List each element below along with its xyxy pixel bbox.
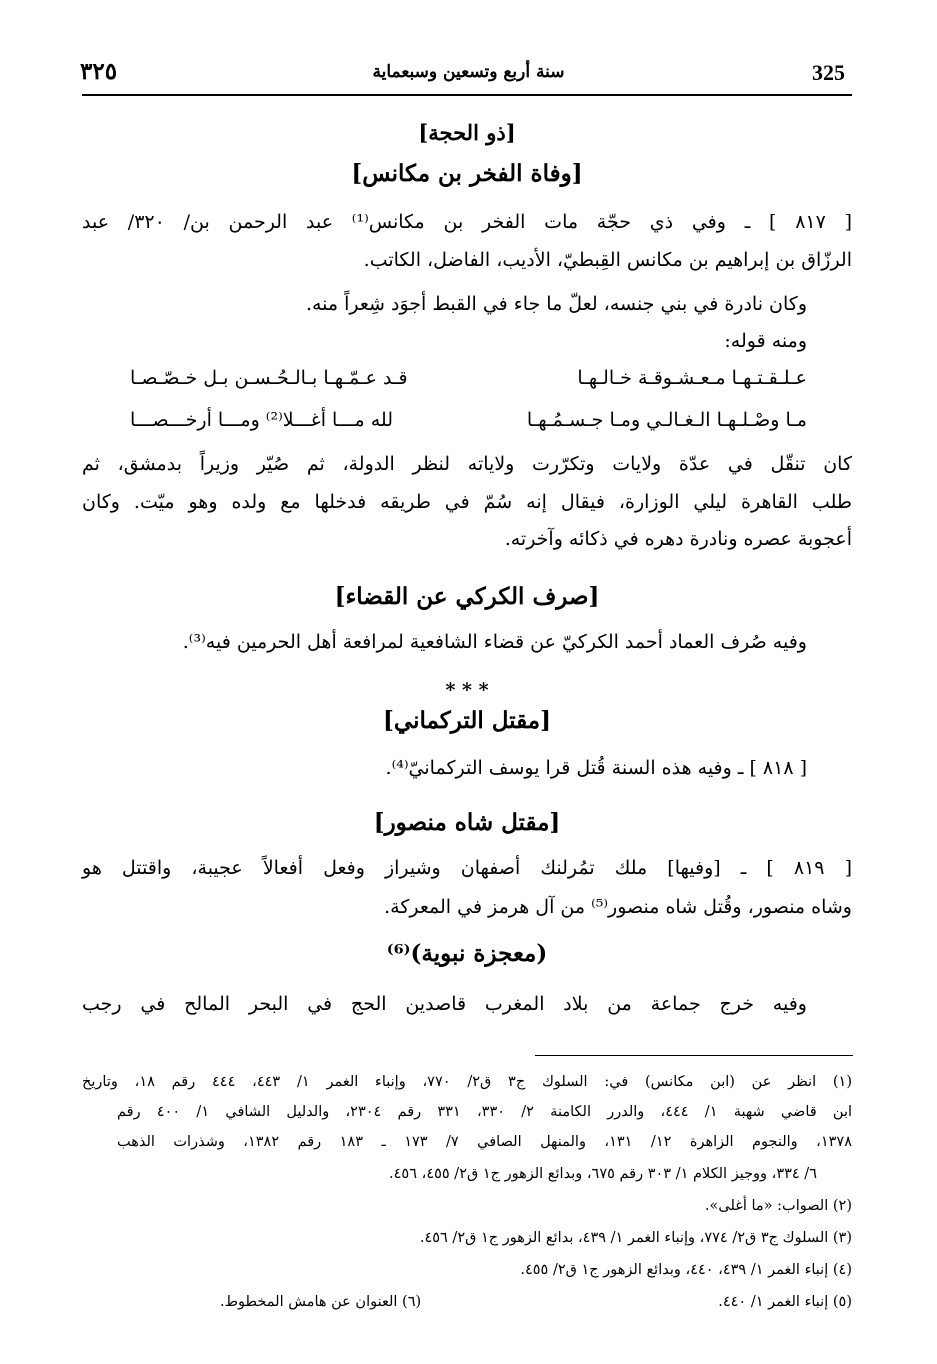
page-number: 325 (812, 60, 845, 85)
section-heading-turkmani: [مقتل التركماني] (383, 707, 551, 734)
entry-818: [ ٨١٨ ] ـ وفيه هذه السنة قُتل قرا يوسف التركمانيّ⁽⁴⁾. (385, 757, 807, 779)
footnote-rule (535, 1055, 853, 1056)
footnote-5: (٥) إنباء الغمر ١/ ٤٤٠. (718, 1294, 852, 1310)
paragraph-maghreb: وفيه خرج جماعة من بلاد المغرب قاصدين الحج في البحر المالح في رجب (82, 993, 807, 1015)
footnote-3: (٣) السلوك ج٣ ق٢/ ٧٧٤، وإنباء الغمر ١/ ٤٣٩، بدائع الزهور ج١ ق٢/ ٤٥٦. (419, 1230, 852, 1246)
footnote-4: (٤) إنباء الغمر ١/ ٤٣٩، ٤٤٠، وبدائع الزهور ج١ ق٢/ ٤٥٥. (520, 1262, 852, 1278)
paragraph-career-line1: كان تنقّل في عدّة ولايات وتكرّرت ولاياته لنظر الدولة، ثم صُيّر وزيراً بدمشق، ثم (82, 453, 852, 475)
entry-819-line2: وشاه منصور، وقُتل شاه منصور⁽⁵⁾ من آل هرمز في المعركة. (384, 896, 852, 918)
footnote-6: (٦) العنوان عن هامش المخطوط. (220, 1294, 422, 1310)
footnote-1-line2: ابن قاضي شهبة ١/ ٤٤٤، والدرر الكامنة ٢/ ٣٣٠، ٣٣١ رقم ٢٣٠٤، والدليل الشافي ١/ ٤٠٠ رقم (117, 1104, 853, 1120)
verse-1-first-hemistich: عـلـقـتـهـا مـعـشـوقـة خـالـهـا (577, 367, 807, 389)
footnote-2: (٢) الصواب: «ما أغلى». (704, 1198, 852, 1214)
footnote-1-line4: ٦/ ٣٣٤، ووجيز الكلام ١/ ٣٠٣ رقم ٦٧٥، وبدائع الزهور ج١ ق٢/ ٤٥٥، ٤٥٦. (389, 1166, 817, 1182)
header-rule (82, 94, 852, 96)
month-heading: [ذو الحجة] (418, 120, 516, 145)
verse-2-first-hemistich: مـا وصْـلـهـا الـغـالـي ومـا جـسـمُـهـا (526, 409, 807, 431)
paragraph-career-line2: طلب القاهرة ليلي الوزارة، فيقال إنه سُمّ في طريقه فدخلها مع ولده وهو ميّت. وكان (82, 491, 852, 513)
page-number-arabic: ٣٢٥ (80, 58, 118, 85)
verse-1-second-hemistich: قـد عـمّـهـا بـالـحُـسـن بـل خـصّـصـا (130, 367, 408, 389)
paragraph-rarity: وكان نادرة في بني جنسه، لعلّ ما جاء في القبط أجوَد شِعراً منه. (305, 293, 807, 315)
entry-817-line2: الرزّاق بن إبراهيم بن مكانس القِبطيّ، الأديب، الفاضل، الكاتب. (363, 249, 852, 271)
entry-819-line1: [ ٨١٩ ] ـ [وفيها] ملك تمُرلنك أصفهان وشيراز وفعل أفعالاً عجيبة، واقتتل هو (82, 857, 853, 879)
paragraph-career-line3: أعجوبة عصره ونادرة دهره في ذكائه وآخرته. (504, 528, 852, 550)
section-divider-stars: * * * (445, 679, 489, 701)
paragraph-verse-intro: ومنه قوله: (724, 330, 807, 352)
running-title: سنة أربع وتسعين وسبعماية (372, 62, 565, 82)
section-heading-miracle: (معجزة نبوية)⁽⁶⁾ (386, 940, 548, 967)
paragraph-karaki: وفيه صُرف العماد أحمد الكركيّ عن قضاء الشافعية لمرافعة أهل الحرمين فيه⁽³⁾. (182, 631, 807, 653)
section-heading-karaki: [صرف الكركي عن القضاء] (334, 583, 600, 610)
section-heading-shah-mansur: [مقتل شاه منصور] (373, 809, 561, 836)
section-heading-fakhr: [وفاة الفخر بن مكانس] (351, 160, 583, 187)
entry-817-line1: [ ٨١٧ ] ـ وفي ذي حجّة مات الفخر بن مكانس⁽¹⁾ عبد الرحمن بن/ ٣٢٠/ عبد (82, 211, 852, 233)
footnote-1-line3: ١٣٧٨، والنجوم الزاهرة ١٢/ ١٣١، والمنهل الصافي ٧/ ١٧٣ ـ ١٨٣ رقم ١٣٨٢، وشذرات الذهب (117, 1134, 852, 1150)
footnote-1-line1: (١) انظر عن (ابن مكانس) في: السلوك ج٣ ق٢/ ٧٧٠، وإنباء الغمر ١/ ٤٤٣، ٤٤٤ رقم ١٨، وتاريخ (82, 1074, 852, 1090)
verse-2-second-hemistich: لله مـــا أغـــلا⁽²⁾ ومـــا أرخـــصـــا (130, 409, 394, 431)
